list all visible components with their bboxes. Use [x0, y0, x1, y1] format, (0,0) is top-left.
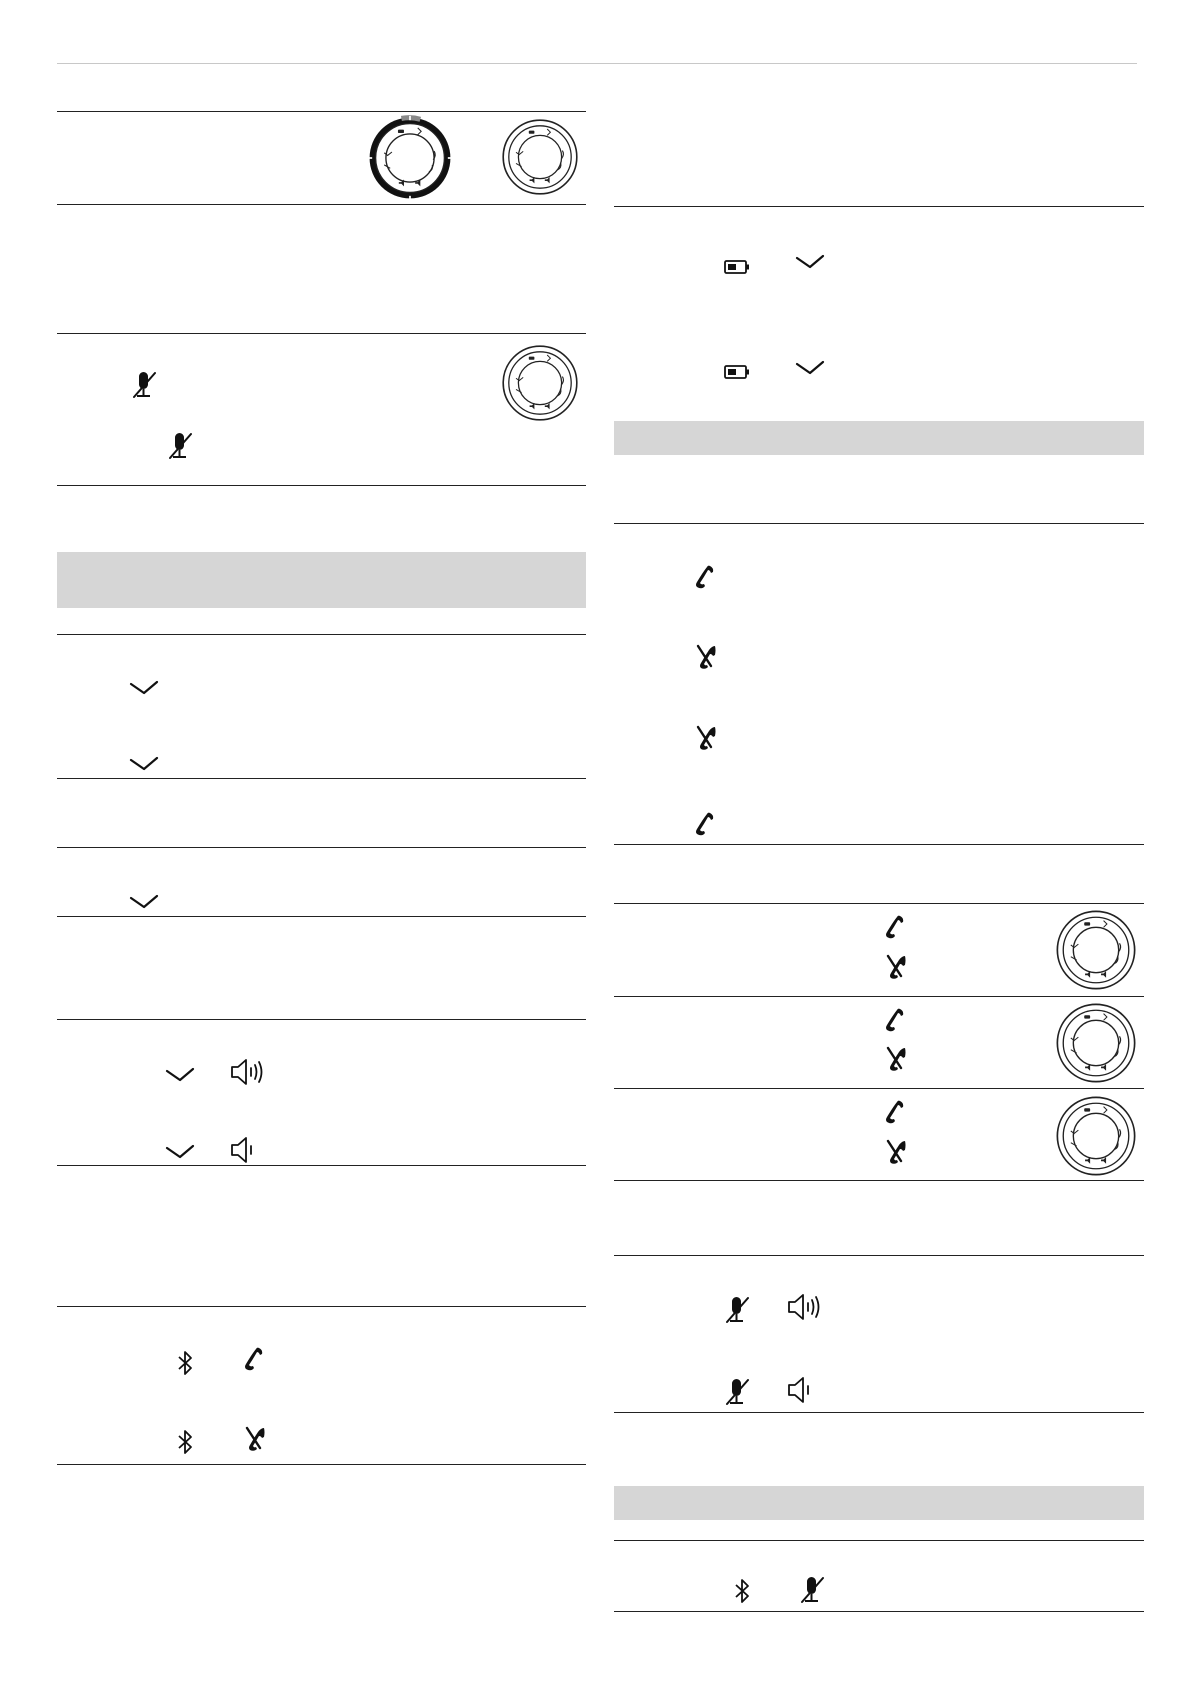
- device-ring-icon: [1054, 908, 1138, 992]
- mute-icon: [720, 1292, 754, 1326]
- mute-icon: [163, 428, 197, 462]
- left-rule-12: [57, 1464, 586, 1465]
- right-rule-2: [614, 523, 1144, 524]
- bluetooth-icon: [168, 1346, 202, 1380]
- end-call-icon: [879, 950, 913, 984]
- left-rule-8: [57, 916, 586, 917]
- answer-call-icon: [689, 561, 723, 595]
- answer-call-icon: [879, 1096, 913, 1130]
- right-rule-5: [614, 996, 1144, 997]
- answer-call-icon: [879, 911, 913, 945]
- end-call-icon: [879, 1135, 913, 1169]
- answer-call-icon: [879, 1004, 913, 1038]
- right-rule-9: [614, 1412, 1144, 1413]
- right-rule-11: [614, 1611, 1144, 1612]
- check-icon: [127, 884, 161, 918]
- device-ring-icon: [1054, 1001, 1138, 1085]
- volume-up-icon: [785, 1290, 825, 1324]
- bluetooth-icon: [725, 1574, 759, 1608]
- answer-call-icon: [238, 1343, 272, 1377]
- left-rule-10: [57, 1165, 586, 1166]
- check-icon: [793, 350, 827, 384]
- left-header-band: [57, 552, 586, 608]
- device-ring-icon: [1054, 1094, 1138, 1178]
- left-rule-2: [57, 204, 586, 205]
- mute-icon: [127, 367, 161, 401]
- left-rule-11: [57, 1306, 586, 1307]
- check-icon: [793, 244, 827, 278]
- left-rule-4: [57, 485, 586, 486]
- mute-icon: [720, 1374, 754, 1408]
- right-rule-7: [614, 1180, 1144, 1181]
- device-ring-icon: [500, 343, 580, 423]
- right-rule-8: [614, 1255, 1144, 1256]
- check-icon: [163, 1057, 197, 1091]
- right-rule-3: [614, 844, 1144, 845]
- end-call-icon: [238, 1422, 272, 1456]
- left-rule-3: [57, 333, 586, 334]
- left-rule-7: [57, 847, 586, 848]
- left-rule-9: [57, 1019, 586, 1020]
- volume-up-icon: [228, 1055, 268, 1089]
- battery-icon: [720, 250, 754, 284]
- right-rule-4: [614, 903, 1144, 904]
- check-icon: [163, 1134, 197, 1168]
- right-rule-6: [614, 1088, 1144, 1089]
- left-rule-1: [57, 111, 586, 112]
- volume-down-icon: [228, 1133, 268, 1167]
- page-top-rule: [57, 63, 1137, 64]
- end-call-icon: [689, 721, 723, 755]
- device-ring-highlighted-icon: [367, 115, 453, 201]
- volume-down-icon: [785, 1373, 825, 1407]
- mute-icon: [795, 1572, 829, 1606]
- right-header-band-2: [614, 1486, 1144, 1520]
- device-ring-plain-icon: [500, 117, 580, 197]
- right-rule-1: [614, 206, 1144, 207]
- left-rule-5: [57, 634, 586, 635]
- right-header-band-1: [614, 421, 1144, 455]
- left-rule-6: [57, 778, 586, 779]
- end-call-icon: [689, 640, 723, 674]
- right-rule-10: [614, 1540, 1144, 1541]
- check-icon: [127, 670, 161, 704]
- bluetooth-icon: [168, 1425, 202, 1459]
- check-icon: [127, 746, 161, 780]
- answer-call-icon: [689, 808, 723, 842]
- battery-icon: [720, 355, 754, 389]
- end-call-icon: [879, 1042, 913, 1076]
